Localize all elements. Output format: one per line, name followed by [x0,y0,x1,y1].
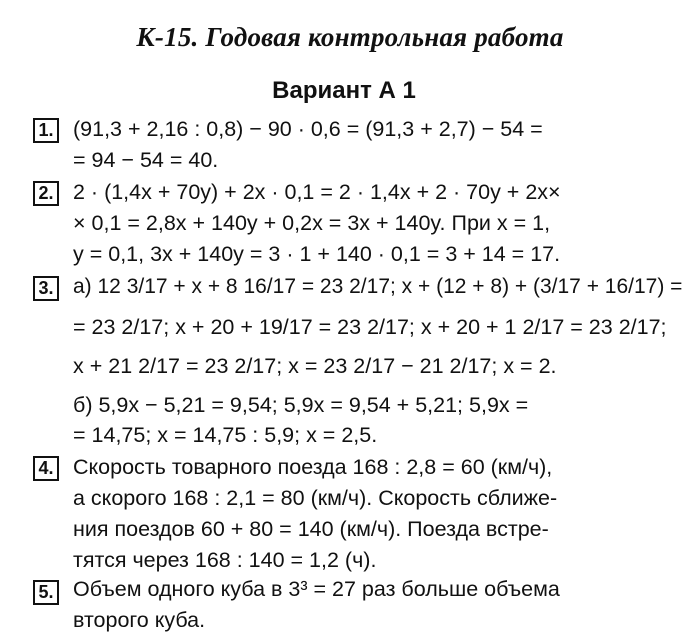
task-3-line-1: а) 12 3/17 + x + 8 16/17 = 23 2/17; x + (12 + 8) + (3/17 + 16/17) = [73,275,683,298]
task-3-line-5: = 14,75; x = 14,75 : 5,9; x = 2,5. [73,423,378,447]
task-2-line-1: 2 · (1,4x + 70y) + 2x · 0,1 = 2 · 1,4x + 2 · 70y + 2x× [73,180,561,204]
task-1-line-1: (91,3 + 2,16 : 0,8) − 90 · 0,6 = (91,3 + 2,7) − 54 = [73,117,543,141]
task-1-line-2: = 94 − 54 = 40. [73,148,219,172]
task-4-line-2: а скорого 168 : 2,1 = 80 (км/ч). Скорость сближе- [73,486,558,510]
task-5-line-1: Объем одного куба в 3³ = 27 раз больше объема [73,577,560,601]
variant-heading: Вариант А 1 [272,77,416,104]
task-4-line-1: Скорость товарного поезда 168 : 2,8 = 60 (км/ч), [73,455,553,479]
task-2-line-3: y = 0,1, 3x + 140y = 3 · 1 + 140 · 0,1 = 3 + 14 = 17. [73,242,561,266]
task-number-5: 5. [33,580,59,605]
task-number-3: 3. [33,276,59,301]
task-number-4: 4. [33,456,59,481]
task-3-line-4: б) 5,9x − 5,21 = 9,54; 5,9x = 9,54 + 5,21; 5,9x = [73,393,529,417]
page-title: К-15. Годовая контрольная работа [136,22,564,52]
task-number-1: 1. [33,118,59,143]
task-4-line-4: тятся через 168 : 140 = 1,2 (ч). [73,548,377,572]
task-5-line-2: второго куба. [73,608,206,632]
task-4-line-3: ния поездов 60 + 80 = 140 (км/ч). Поезда встре- [73,517,549,541]
task-3-line-3: x + 21 2/17 = 23 2/17; x = 23 2/17 − 21 2/17; x = 2. [73,354,557,378]
task-2-line-2: × 0,1 = 2,8x + 140y + 0,2x = 3x + 140y. При x = 1, [73,211,551,235]
task-number-2: 2. [33,181,59,206]
task-3-line-2: = 23 2/17; x + 20 + 19/17 = 23 2/17; x + 20 + 1 2/17 = 23 2/17; [73,315,667,339]
